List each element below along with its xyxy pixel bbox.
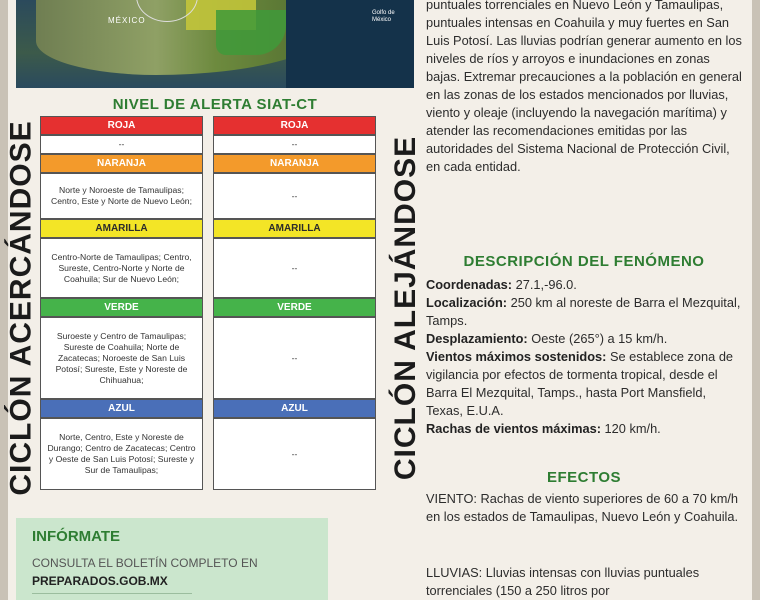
gusts-row: Rachas de vientos máximas: 120 km/h. <box>426 421 661 436</box>
map-gulf-label: Golfo de México <box>372 10 395 23</box>
naranja-header: NARANJA <box>213 154 376 173</box>
wind-effects: VIENTO: Rachas de viento superiores de 60 a 70 km/h en los estados de Tamaulipas, Nuevo León y Coahuila. <box>426 491 739 524</box>
description-heading: DESCRIPCIÓN DEL FENÓMENO <box>463 253 705 270</box>
location-row: Localización: 250 km al noreste de Barra el Mezquital, Tamps. <box>426 295 741 328</box>
azul-areas: -- <box>213 418 376 490</box>
naranja-areas: -- <box>213 173 376 219</box>
forecast-map <box>16 0 414 88</box>
description-block <box>426 276 742 438</box>
coords-row: Coordenadas: 27.1,-96.0. <box>426 277 577 292</box>
informate-site-link[interactable]: PREPARADOS.GOB.MX <box>32 574 168 588</box>
azul-areas: Norte, Centro, Este y Noreste de Durango; Centro de Zacatecas; Centro y Oeste de San Luis Potosí; Sureste y Sur de Tamaulipas; <box>40 418 203 490</box>
roja-header: ROJA <box>213 116 376 135</box>
roja-areas: -- <box>213 135 376 154</box>
azul-header: AZUL <box>40 399 203 418</box>
rain-effects: LLUVIAS: Lluvias intensas con lluvias puntuales torrenciales (150 a 250 litros por <box>426 565 700 598</box>
naranja-areas: Norte y Noroeste de Tamaulipas; Centro, Este y Norte de Nuevo León; <box>40 173 203 219</box>
azul-header: AZUL <box>213 399 376 418</box>
approaching-alert-table <box>40 116 203 490</box>
verde-areas: Suroeste y Centro de Tamaulipas; Sureste de Coahuila; Norte de Zacatecas; Noroeste de San Luis Potosí; Sureste, Este y Noreste de Chihuahua; <box>40 317 203 399</box>
roja-areas: -- <box>40 135 203 154</box>
winds-row: Vientos máximos sostenidos: Se establece zona de vigilancia por efectos de tormenta tropical, desde el Barra El Mezquital, Tamps., hasta Port Mansfield, Texas, E.U.A. <box>426 349 734 418</box>
informate-line: CONSULTA EL BOLETÍN COMPLETO EN <box>32 556 258 570</box>
departing-side-label: CICLÓN ALEJÁNDOSE <box>389 135 422 481</box>
intro-paragraph: puntuales torrenciales en Nuevo León y Tamaulipas, puntuales intensas en Coahuila y muy fuertes en San Luis Potosí. Las lluvias podrían generar aumento en los niveles de ríos y arroyos e inundaciones en zonas bajas. Extremar precauciones a la población en general en las zonas de los estados mencionados por lluvias, viento y oleaje (incluyendo la navegación marítima) y atender las recomendaciones emitidas por las autoridades del Sistema Nacional de Protección Civil, en cada entidad. <box>426 0 742 174</box>
movement-row: Desplazamiento: Oeste (265°) a 15 km/h. <box>426 331 668 346</box>
verde-header: VERDE <box>213 298 376 317</box>
amarilla-header: AMARILLA <box>213 219 376 238</box>
amarilla-areas: -- <box>213 238 376 298</box>
departing-alert-table <box>213 116 376 490</box>
informate-title: INFÓRMATE <box>32 528 121 545</box>
verde-header: VERDE <box>40 298 203 317</box>
naranja-header: NARANJA <box>40 154 203 173</box>
amarilla-header: AMARILLA <box>40 219 203 238</box>
verde-areas: -- <box>213 317 376 399</box>
map-country-label: MÉXICO <box>108 16 146 25</box>
informate-box <box>16 518 328 600</box>
roja-header: ROJA <box>40 116 203 135</box>
alert-level-title: NIVEL DE ALERTA SIAT-CT <box>112 96 318 113</box>
approaching-side-label: CICLÓN ACERCÁNDOSE <box>5 120 39 496</box>
amarilla-areas: Centro-Norte de Tamaulipas; Centro, Sureste, Centro-Norte y Norte de Coahuila; Sur de Nuevo León; <box>40 238 203 298</box>
effects-heading: EFECTOS <box>546 469 622 486</box>
